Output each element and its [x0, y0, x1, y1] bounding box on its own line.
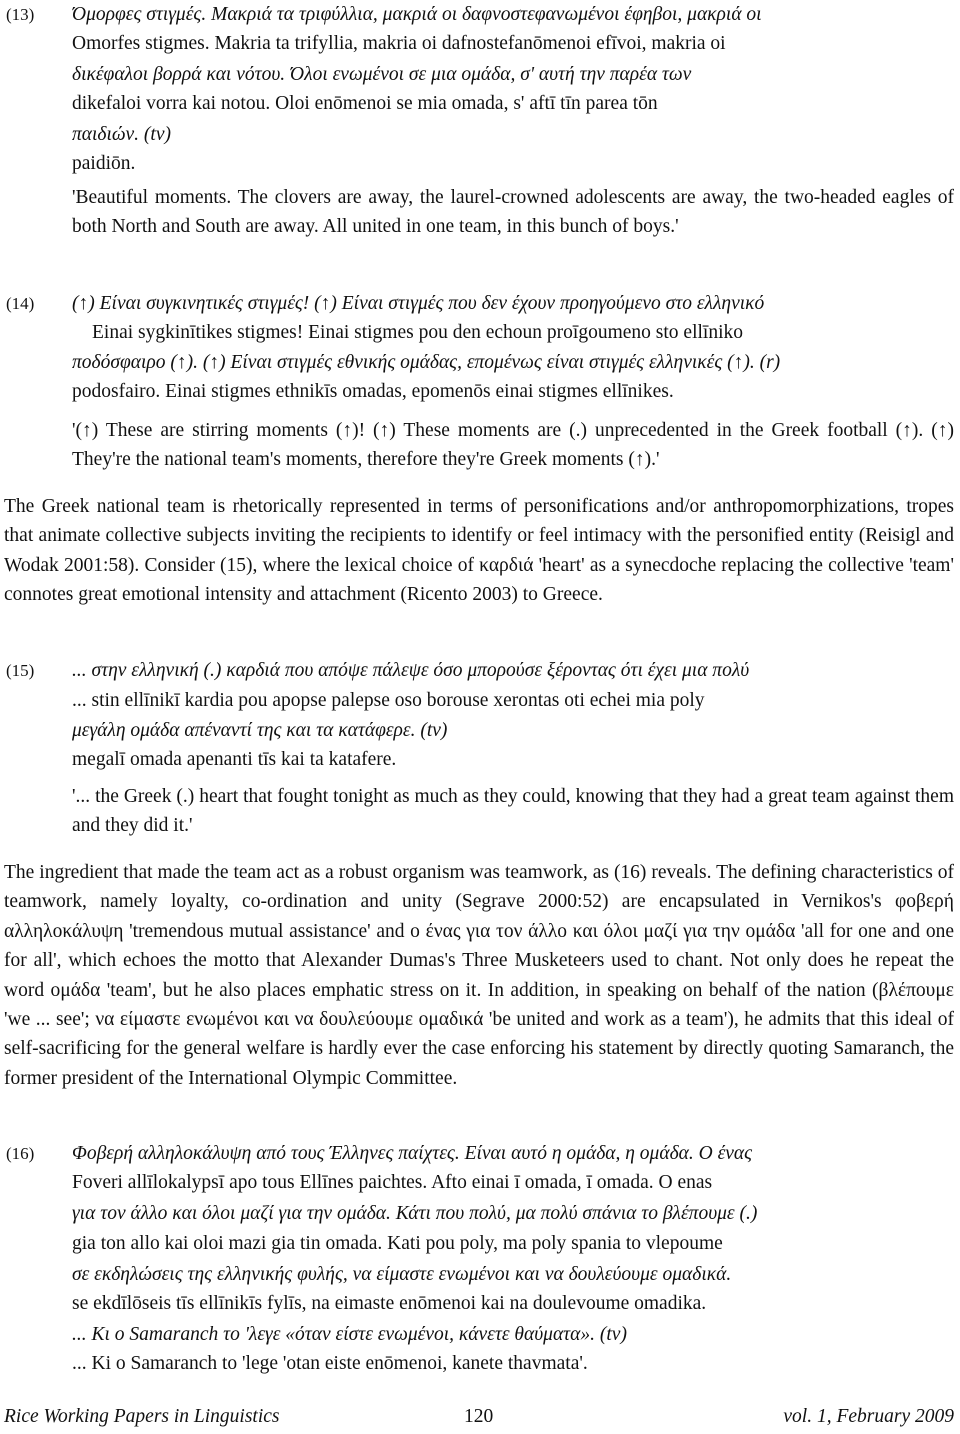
ex13-translit-line-1: Omorfes stigmes. Makria ta trifyllia, makria oi dafnostefanōmenoi efīvoi, makria oi: [72, 33, 726, 54]
ex15-translit-line-2: megalī omada apenanti tīs kai ta katafere.: [72, 749, 397, 770]
ex16-translit-line-2: gia ton allo kai oloi mazi gia tin omada. Kati pou poly, ma poly spania to vlepoume: [72, 1233, 723, 1254]
ex13-greek-line-1: Όμορφες στιγμές. Μακριά τα τριφύλλια, μακριά οι δαφνοστεφανωμένοι έφηβοι, μακριά οι: [72, 4, 762, 25]
ex13-translation: 'Beautiful moments. The clovers are away, the laurel-crowned adolescents are away, the two-headed eagles of both North and South are away. All united in one team, in this bunch of boys.': [72, 187, 954, 238]
ex13-translit-line-3: paidiōn.: [72, 153, 136, 174]
footer-volume: vol. 1, February 2009: [783, 1406, 954, 1427]
ex15-greek-line-2: μεγάλη ομάδα απέναντί της και τα κατάφερε. (tv): [72, 720, 448, 741]
example-number-16: (16): [6, 1144, 35, 1163]
ex13-greek-line-3: παιδιών. (tv): [72, 124, 171, 145]
ex14-greek-line-1: (↑) Είναι συγκινητικές στιγμές! (↑) Είναι στιγμές που δεν έχουν προηγούμενο στο ελληνικό: [72, 293, 765, 314]
ex15-greek-line-1: ... στην ελληνική (.) καρδιά που απόψε πάλεψε όσο μπορούσε ξέροντας ότι έχει μια πολύ: [72, 660, 750, 681]
footer-journal-title: Rice Working Papers in Linguistics: [4, 1406, 280, 1427]
footer-page-number: 120: [464, 1406, 494, 1427]
ex13-greek-line-2: δικέφαλοι βορρά και νότου. Όλοι ενωμένοι σε μια ομάδα, σ' αυτή την παρέα των: [72, 64, 692, 85]
ex14-translation: '(↑) These are stirring moments (↑)! (↑) These moments are (.) unprecedented in the Greek football (↑). (↑) They're the national team's moments, therefore they're Greek moments (↑).': [72, 420, 954, 471]
ex16-translit-line-4: ... Ki o Samaranch to 'lege 'otan eiste enōmenoi, kanete thavmata'.: [72, 1353, 588, 1374]
ex13-translit-line-2: dikefaloi vorra kai notou. Oloi enōmenoi se mia omada, s' aftī tīn parea tōn: [72, 93, 658, 114]
ex16-greek-line-3: σε εκδηλώσεις της ελληνικής φυλής, να είμαστε ενωμένοι και να δουλεύουμε ομαδικά.: [72, 1264, 732, 1285]
ex15-translit-line-1: ... stin ellīnikī kardia pou apopse palepse oso borouse xerontas oti echei mia poly: [72, 690, 705, 711]
body-paragraph-2: The ingredient that made the team act as a robust organism was teamwork, as (16) reveals. The defining characteristics of teamwork, namely loyalty, co-ordination and unity (Segrave 2000:52) are encapsulated in Vernikos's φοβερή αλληλοκάλυψη 'tremendous mutual assistance' and ο ένας για τον άλλο και όλοι μαζί για την ομάδα 'all for one and one for all', which echoes the motto that Alexander Dumas's Three Musketeers used to chant. Not only does he repeat the word ομάδα 'team', but he also places emphatic stress on it. In addition, in speaking on behalf of the nation (βλέπουμε 'we ... see'; να είμαστε ενωμένοι και να δουλεύουμε ομαδικά 'be united and work as a team'), he admits that this ideal of self-sacrificing for the general welfare is hardly ever the case enforcing his statement by directly quoting Samaranch, the former president of the International Olympic Committee.: [4, 862, 954, 1089]
example-number-14: (14): [6, 294, 35, 313]
ex14-translit-line-2: podosfairo. Einai stigmes ethnikīs omadas, epomenōs einai stigmes ellīnikes.: [72, 381, 674, 402]
example-number-15: (15): [6, 661, 35, 680]
example-number-13: (13): [6, 5, 35, 24]
ex16-translit-line-3: se ekdīlōseis tīs ellīnikīs fylīs, na eimaste enōmenoi kai na doulevoume omadika.: [72, 1293, 707, 1314]
ex16-greek-line-2: για τον άλλο και όλοι μαζί για την ομάδα. Κάτι που πολύ, μα πολύ σπάνια το βλέπουμε (.): [72, 1203, 758, 1224]
body-paragraph-1: The Greek national team is rhetorically represented in terms of personifications and/or anthropomorphizations, tropes that animate collective subjects inviting the recipients to identify or feel intimacy with the personified entity (Reisigl and Wodak 2001:58). Consider (15), where the lexical choice of καρδιά 'heart' as a synecdoche replacing the collective 'team' connotes great emotional intensity and attachment (Ricento 2003) to Greece.: [4, 496, 954, 606]
ex16-translit-line-1: Foveri allīlokalypsī apo tous Ellīnes paichtes. Afto einai ī omada, ī omada. O enas: [72, 1172, 713, 1193]
ex14-greek-line-2: ποδόσφαιρο (↑). (↑) Είναι στιγμές εθνικής ομάδας, επομένως είναι στιγμές ελληνικές (↑). (r): [72, 352, 781, 373]
ex16-greek-line-1: Φοβερή αλληλοκάλυψη από τους Έλληνες παίχτες. Είναι αυτό η ομάδα, η ομάδα. Ο ένας: [72, 1143, 753, 1164]
ex14-translit-line-1: Einai sygkinītikes stigmes! Einai stigmes pou den echoun proīgoumeno sto ellīniko: [92, 322, 744, 343]
ex16-greek-line-4: ... Κι ο Samaranch το 'λεγε «όταν είστε ενωμένοι, κάνετε θαύματα». (tv): [72, 1324, 627, 1345]
ex15-translation: '... the Greek (.) heart that fought tonight as much as they could, knowing that they had a great team against them and they did it.': [72, 786, 954, 837]
